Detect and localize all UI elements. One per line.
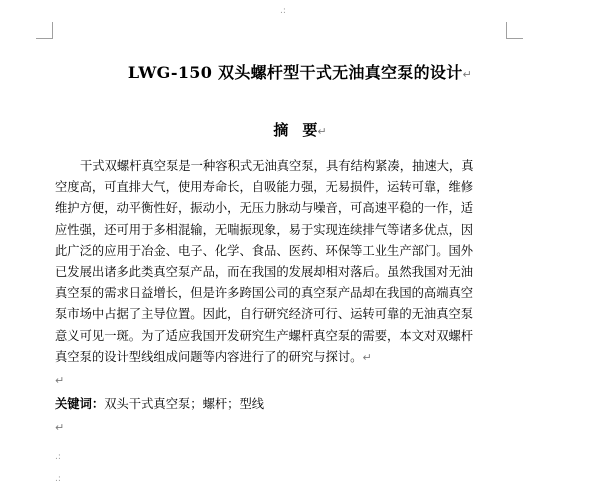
top-mark: .: (280, 6, 286, 16)
keywords-line (55, 394, 264, 412)
dot-mark: .: (55, 474, 61, 484)
abstract-line-last (55, 347, 501, 368)
abstract-line: 意义可见一斑。为了适应我国开发研究生产螺杆真空泵的需要，本文对双螺杆 (55, 328, 474, 343)
abstract-line: 泵市场中占据了主导位置。因此，自行研究经济可行、运转可靠的无油真空泵 (55, 307, 474, 322)
abstract-heading-char: 要 (302, 121, 318, 139)
abstract-body (55, 156, 501, 368)
dot-mark: .: (55, 452, 61, 462)
abstract-line: 真空泵的需求日益增长，但是许多跨国公司的真空泵产品却在我国的高端真空 (55, 286, 474, 301)
abstract-line: 空度高，可直排大气，使用寿命长，自吸能力强，无易损件，运转可靠，维修 (55, 180, 474, 195)
page-corner-top-left (36, 22, 53, 39)
abstract-line: 干式双螺杆真空泵是一种容积式无油真空泵，具有结构紧凑，抽速大，真 (80, 159, 474, 173)
abstract-line: 应性强，还可用于多相混输，无喘振现象，易于实现连续排气等诸多优点，因 (55, 222, 474, 237)
keywords-value: 双头干式真空泵；螺杆；型线 (104, 397, 265, 411)
paragraph-mark-icon: ↵ (362, 350, 372, 364)
abstract-line: 此广泛的应用于冶金、电子、化学、食品、医药、环保等工业生产部门。国外 (55, 243, 474, 258)
paragraph-mark-icon: ↵ (462, 68, 473, 81)
abstract-line: 已发展出诸多此类真空泵产品，而在我国的发展却相对落后。虽然我国对无油 (55, 265, 474, 280)
keywords-label: 关键词： (55, 397, 105, 411)
page-corner-top-right (506, 22, 523, 39)
abstract-heading-char: 摘 (273, 121, 303, 139)
abstract-line: 维护方便，动平衡性好，振动小，无压力脉动与噪音，可高速平稳的一作，适 (55, 201, 474, 216)
abstract-heading (0, 119, 600, 140)
abstract-line: 真空泵的设计型线组成问题等内容进行了的研究与探讨。 (55, 349, 363, 364)
paragraph-mark-icon: ↵ (317, 125, 327, 138)
document-title (0, 60, 600, 83)
empty-paragraph-mark-icon: ↵ (55, 374, 65, 387)
empty-paragraph-mark-icon: ↵ (55, 421, 65, 434)
document-title-text: LWG-150 双头螺杆型干式无油真空泵的设计 (127, 63, 463, 82)
